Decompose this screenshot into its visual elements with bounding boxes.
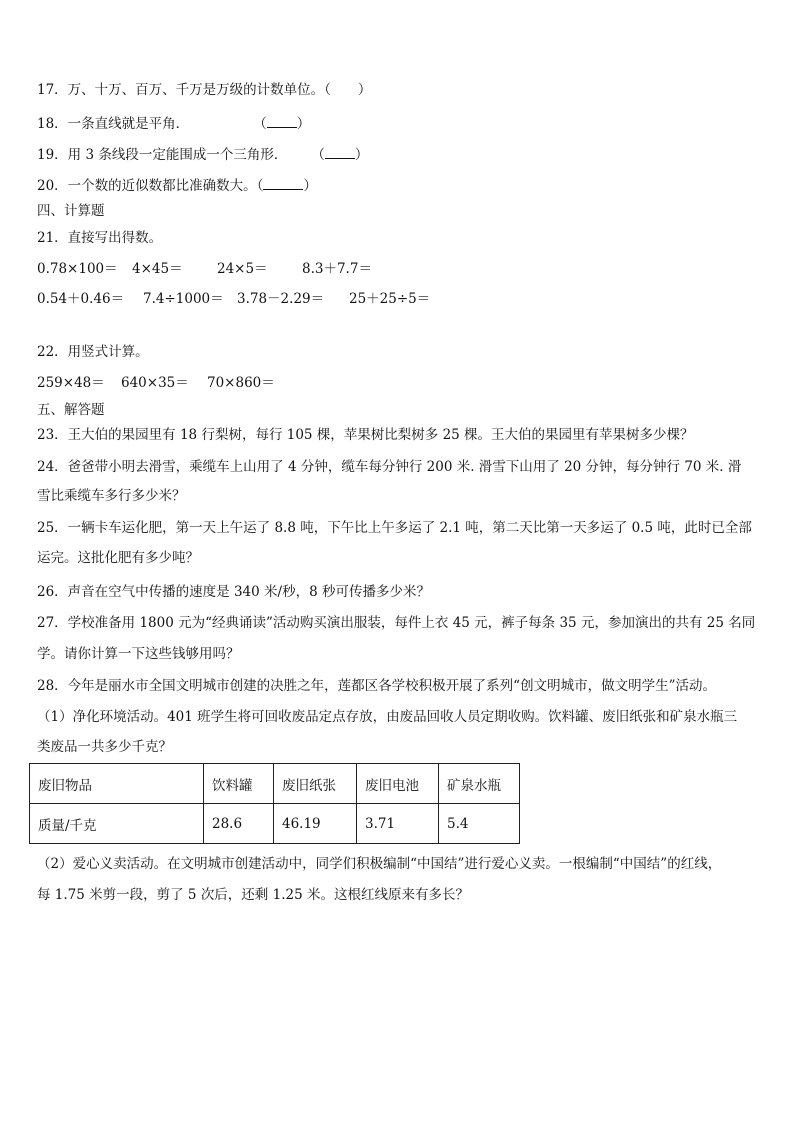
table-header-cell: 废旧物品 bbox=[30, 764, 204, 804]
question-27-line-1: 27．学校准备用 1800 元为“经典诵读”活动购买演出服装，每件上衣 45 元，裤子每条 35 元，参加演出的共有 25 名同 bbox=[37, 615, 756, 631]
calc-item: 25＋25÷5＝ bbox=[349, 291, 431, 307]
table-cell: 质量/千克 bbox=[30, 804, 204, 844]
table-cell: 5.4 bbox=[439, 804, 520, 844]
question-24-line-1: 24．爸爸带小明去滑雪，乘缆车上山用了 4 分钟，缆车每分钟行 200 米. 滑雪下山用了 20 分钟，每分钟行 70 米. 滑 bbox=[37, 459, 742, 475]
question-20-bracket-open: （ bbox=[256, 178, 264, 194]
table-cell: 28.6 bbox=[204, 804, 274, 844]
calc-item: 70×860＝ bbox=[207, 375, 275, 391]
question-18 bbox=[37, 113, 310, 134]
question-20-text: 20．一个数的近似数都比准确数大。 bbox=[37, 178, 257, 194]
table-cell: 3.71 bbox=[357, 804, 439, 844]
question-23: 23．王大伯的果园里有 18 行梨树，每行 105 棵，苹果树比梨树多 25 棵。王大伯的果园里有苹果树多少棵？ bbox=[37, 427, 694, 443]
question-25-line-2: 运完。这批化肥有多少吨？ bbox=[37, 550, 199, 566]
question-19-bracket-open: （ bbox=[311, 147, 325, 163]
question-20 bbox=[37, 175, 317, 196]
calc-item: 3.78－2.29＝ bbox=[237, 291, 325, 307]
table-cell: 46.19 bbox=[274, 804, 357, 844]
question-28-part-1-line-1: （1）净化环境活动。401 班学生将可回收废品定点存放，由废品回收人员定期收购。饮料罐、废旧纸张和矿泉水瓶三 bbox=[37, 709, 738, 725]
question-18-bracket-open: （ bbox=[253, 116, 267, 132]
calc-item: 4×45＝ bbox=[132, 261, 183, 277]
calc-item: 259×48＝ bbox=[37, 375, 105, 391]
calc-item: 24×5＝ bbox=[217, 261, 268, 277]
question-27-line-2: 学。请你计算一下这些钱够用吗？ bbox=[37, 646, 240, 662]
table-header-cell: 废旧纸张 bbox=[274, 764, 357, 804]
question-26: 26．声音在空气中传播的速度是 340 米/秒，8 秒可传播多少米？ bbox=[37, 584, 430, 600]
question-28-part-1-line-2: 类废品一共多少千克？ bbox=[37, 739, 172, 755]
question-22: 22．用竖式计算。 bbox=[37, 344, 149, 360]
section-heading-4: 四、计算题 bbox=[37, 203, 105, 219]
calc-item: 0.54＋0.46＝ bbox=[37, 291, 125, 307]
question-18-text: 18．一条直线就是平角． bbox=[37, 116, 190, 132]
calc-item: 640×35＝ bbox=[121, 375, 189, 391]
question-20-bracket-close: ） bbox=[303, 178, 317, 194]
question-28-part-2-line-2: 每 1.75 米剪一段，剪了 5 次后，还剩 1.25 米。这根红线原来有多长？ bbox=[37, 887, 469, 903]
question-19-text: 19．用 3 条线段一定能围成一个三角形． bbox=[37, 147, 288, 163]
question-18-bracket-close: ） bbox=[296, 116, 311, 132]
table-header-cell: 废旧电池 bbox=[357, 764, 439, 804]
answer-blank-18[interactable] bbox=[267, 113, 297, 128]
question-25-line-1: 25．一辆卡车运化肥，第一天上午运了 8.8 吨，下午比上午多运了 2.1 吨，第二天比第一天多运了 0.5 吨，此时已全部 bbox=[37, 520, 752, 536]
section-heading-5: 五、解答题 bbox=[37, 402, 105, 418]
table-header-row bbox=[30, 764, 520, 804]
answer-blank-19[interactable] bbox=[325, 144, 355, 159]
question-24-line-2: 雪比乘缆车多行多少米？ bbox=[37, 488, 186, 504]
question-17: 17．万、十万、百万、千万是万级的计数单位。（ ） bbox=[37, 82, 372, 98]
calc-item: 8.3＋7.7＝ bbox=[302, 261, 372, 277]
question-28: 28．今年是丽水市全国文明城市创建的决胜之年，莲都区各学校积极开展了系列“创文明城市，做文明学生”活动。 bbox=[37, 678, 716, 694]
waste-table bbox=[29, 763, 520, 844]
calc-item: 7.4÷1000＝ bbox=[143, 291, 224, 307]
question-28-part-2-line-1: （2）爱心义卖活动。在文明城市创建活动中，同学们积极编制“中国结”进行爱心义卖。一根编制“中国结”的红线， bbox=[37, 856, 722, 872]
table-row bbox=[30, 804, 520, 844]
question-19 bbox=[37, 144, 368, 165]
table-header-cell: 矿泉水瓶 bbox=[439, 764, 520, 804]
table-header-cell: 饮料罐 bbox=[204, 764, 274, 804]
question-19-bracket-close: ） bbox=[354, 147, 369, 163]
answer-blank-20[interactable] bbox=[263, 175, 303, 190]
calc-item: 0.78×100＝ bbox=[37, 261, 118, 277]
question-21: 21．直接写出得数。 bbox=[37, 230, 163, 246]
